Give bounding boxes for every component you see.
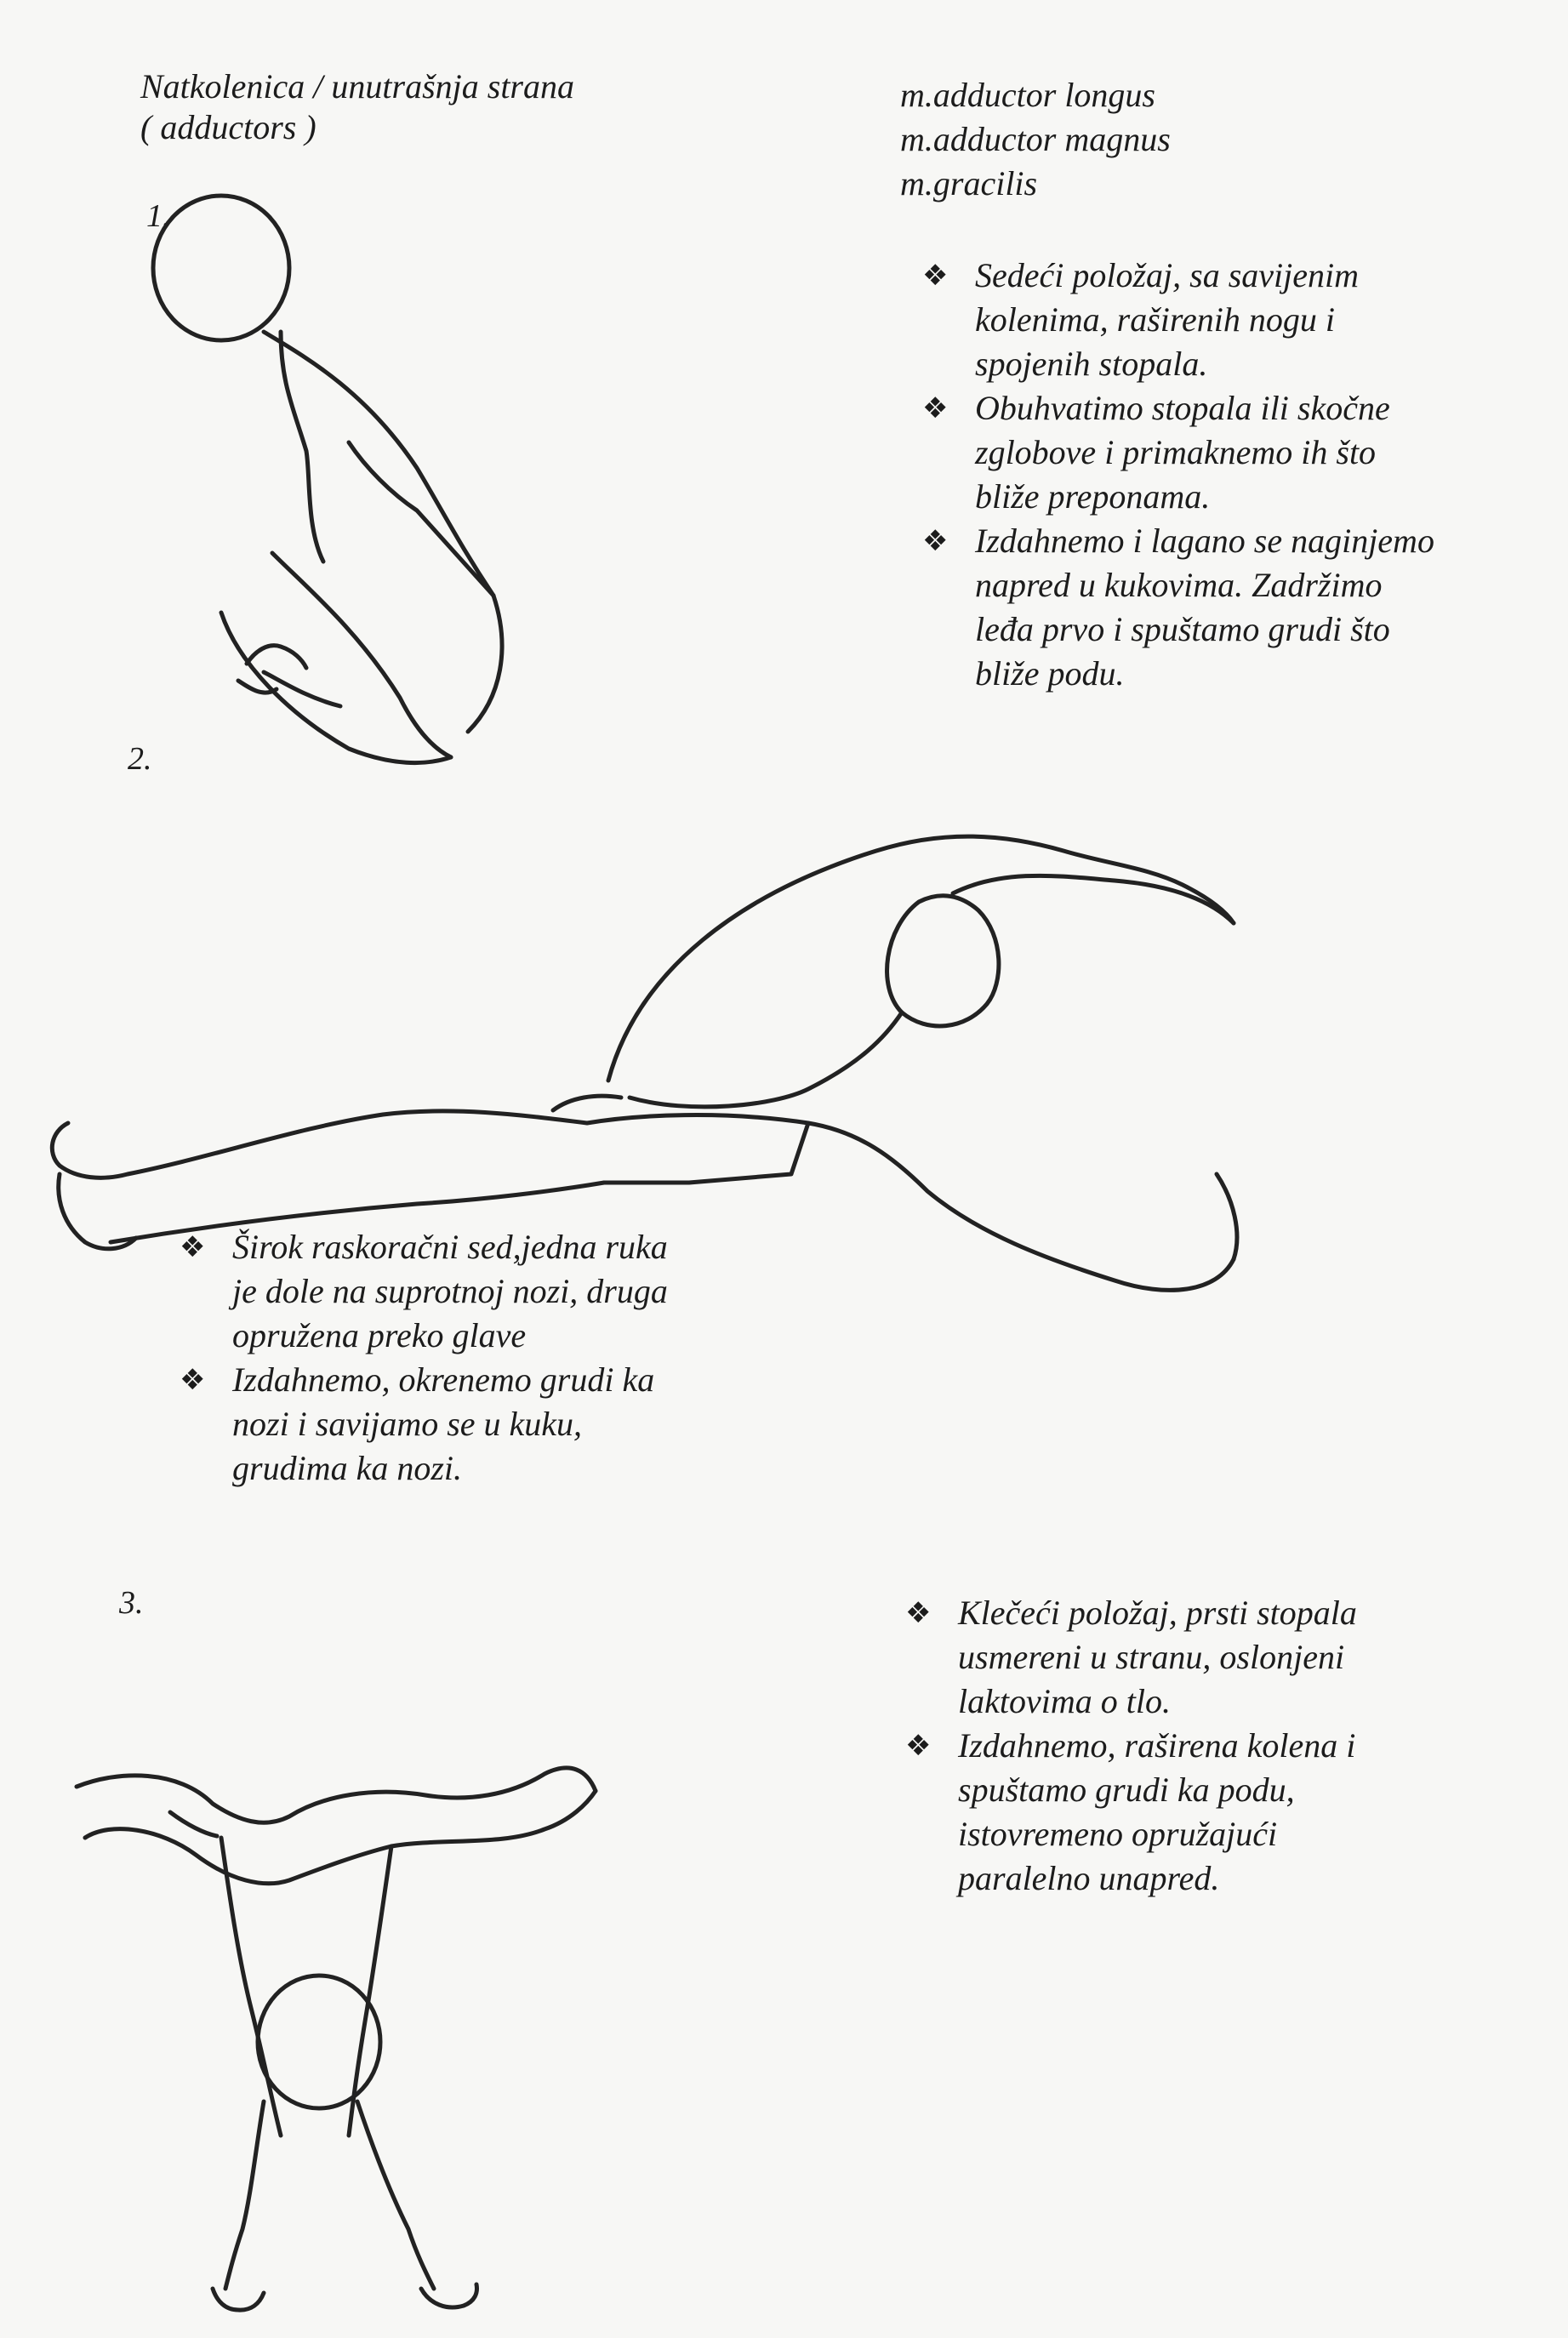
title-line-2: ( adductors ) <box>140 108 316 146</box>
kneeling-frog-figure-icon <box>68 1736 664 2323</box>
list-item: ❖ Sedeći položaj, sa savijenim kolenima, raširenih nogu i spojenih stopala. <box>917 254 1564 386</box>
title-line-1: Natkolenica / unutrašnja strana <box>140 67 574 105</box>
list-item: ❖ Izdahnemo i lagano se naginjemo napred u kukovima. Zadržimo leđa prvo i spuštamo grudi što bliže podu. <box>917 519 1564 696</box>
muscle-item: m.gracilis <box>900 164 1038 202</box>
bullet-diamond-icon: ❖ <box>922 391 949 425</box>
list-item: ❖ Izdahnemo, raširena kolena i spuštamo grudi ka podu, istovremeno opružajući paralelno unapred. <box>900 1724 1564 1901</box>
exercise-number: 3. <box>119 1585 144 1621</box>
list-item: ❖ Obuhvatimo stopala ili skočne zglobove i primaknemo ih što bliže preponama. <box>917 386 1564 519</box>
muscle-item: m.adductor longus <box>900 76 1155 114</box>
seated-butterfly-figure-icon <box>136 187 562 766</box>
bullet-diamond-icon: ❖ <box>922 524 949 558</box>
list-item: ❖ Klečeći položaj, prsti stopala usmereni u stranu, oslonjeni laktovima o tlo. <box>900 1591 1564 1724</box>
list-item: ❖ Širok raskoračni sed,jedna ruka je dole na suprotnoj nozi, druga opružena preko glave <box>174 1225 821 1358</box>
exercise-3-steps <box>900 1591 1564 1901</box>
list-item: ❖ Izdahnemo, okrenemo grudi ka nozi i savijamo se u kuku, grudima ka nozi. <box>174 1358 821 1491</box>
muscle-list <box>900 73 1171 206</box>
bullet-diamond-icon: ❖ <box>180 1363 206 1397</box>
exercise-number: 2. <box>128 741 152 777</box>
bullet-diamond-icon: ❖ <box>922 259 949 293</box>
exercise-2-steps <box>174 1225 821 1491</box>
bullet-diamond-icon: ❖ <box>905 1729 932 1763</box>
exercise-1-steps <box>917 254 1564 696</box>
muscle-item: m.adductor magnus <box>900 120 1171 158</box>
bullet-diamond-icon: ❖ <box>180 1230 206 1264</box>
page-title <box>140 66 574 148</box>
bullet-diamond-icon: ❖ <box>905 1596 932 1630</box>
exercise-number: 1. <box>146 198 171 234</box>
